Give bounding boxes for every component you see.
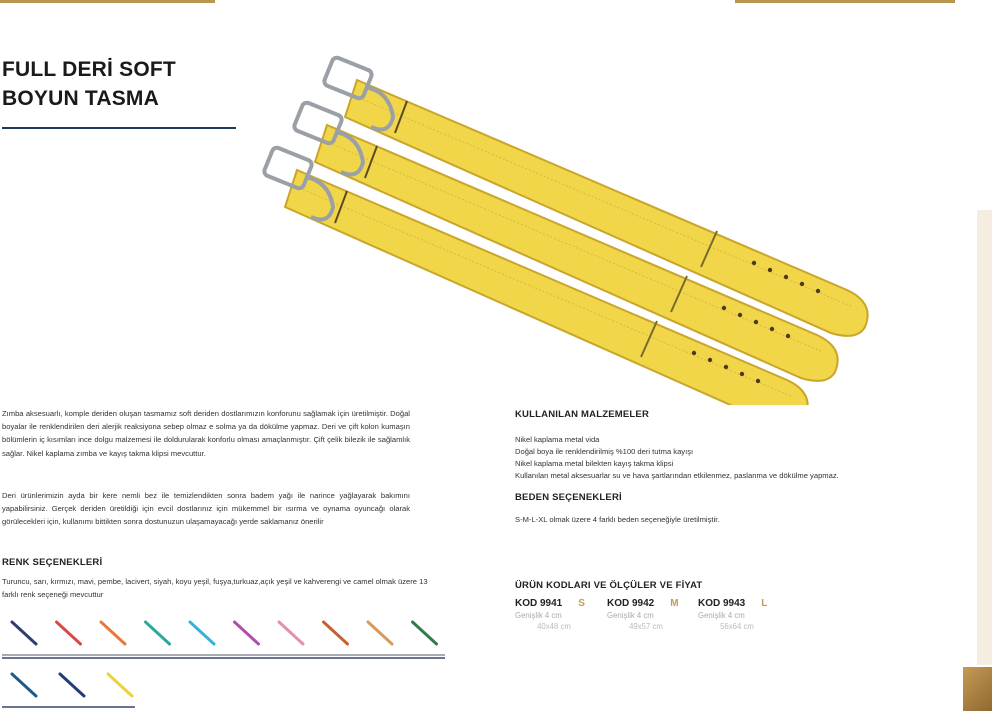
color-swatch bbox=[12, 622, 36, 644]
product-card-9943 bbox=[698, 598, 788, 631]
product-code: KOD 9941 bbox=[515, 598, 563, 609]
color-swatch bbox=[101, 622, 125, 644]
colors-heading: RENK SEÇENEKLERİ bbox=[2, 557, 103, 568]
corner-gold-block bbox=[963, 667, 992, 711]
description-paragraph-1: Zımba aksesuarlı, komple deriden oluşan tasmamız soft deriden dostlarımızın konforunu sağlamak için üretilmiştir. Doğal boyalar ile renklendirilen deri alerjik reaksiyona sebep olmaz e solma ya da dökülme yapmaz. Deri ve çift kolon kumaşın bölümlerin iç kısımları ince dolgu malzemesi ile doldurularak konforlu olması amaçlanmıştır. Çift çelik bilezik ile sağlamlık sağlar. Nikel kaplama zımba ve kayış takma klipsi mevcuttur. bbox=[2, 409, 410, 458]
product-code: KOD 9943 bbox=[698, 598, 746, 609]
materials-item: Doğal boya ile renklendirilmiş %100 deri tutma kayışı bbox=[515, 447, 694, 456]
color-swatch bbox=[368, 622, 392, 644]
product-width: Genişlik 4 cm bbox=[607, 611, 654, 620]
product-size: S bbox=[578, 598, 585, 609]
description-paragraph-2: Deri ürünlerimizin ayda bir kere nemli bez ile temizlendikten sonra badem yağı ile narince yağlayarak bakımını yapabilirsiniz. Gerçek deriden üretildiği için evcil dostlarınız için mükemmel bir ısırma ve oynama oyuncağı olarak görülecekleri için, kullanımı bittikten sonra dostunuzun ulaşamayacağı yerde saklamanız önerilir bbox=[2, 491, 410, 527]
product-width: Genişlik 4 cm bbox=[515, 611, 562, 620]
color-swatch bbox=[279, 622, 303, 644]
colors-description: Turuncu, sarı, kırmızı, mavi, pembe, lacivert, siyah, koyu yeşil, fuşya,turkuaz,açık yeşil ve kahverengi ve camel olmak üzere 13 farklı renk seçeneği mevcuttur bbox=[2, 577, 428, 599]
product-dimensions: 56x64 cm bbox=[720, 622, 754, 631]
products-heading: ÜRÜN KODLARI VE ÖLÇÜLER VE FİYAT bbox=[515, 580, 703, 591]
materials-item: Nikel kaplama metal vida bbox=[515, 435, 600, 444]
color-swatch bbox=[146, 622, 170, 644]
collars-illustration bbox=[257, 35, 969, 405]
side-accent-strip bbox=[977, 210, 992, 665]
color-swatch bbox=[324, 622, 348, 644]
color-swatch bbox=[60, 674, 84, 696]
color-swatch bbox=[190, 622, 214, 644]
product-card-9941 bbox=[515, 598, 605, 631]
materials-heading: KULLANILAN MALZEMELER bbox=[515, 409, 650, 420]
materials-list bbox=[515, 434, 839, 482]
materials-item: Nikel kaplama metal bilekten kayış takma klipsi bbox=[515, 459, 674, 468]
top-gold-rule-left bbox=[0, 0, 215, 3]
top-gold-rule-right bbox=[735, 0, 955, 3]
product-size: L bbox=[761, 598, 768, 609]
product-width: Genişlik 4 cm bbox=[698, 611, 745, 620]
page-title bbox=[2, 55, 176, 113]
product-photo bbox=[257, 35, 969, 405]
color-swatches bbox=[0, 612, 450, 711]
color-swatch bbox=[12, 674, 36, 696]
sizes-description: S-M-L-XL olmak üzere 4 farklı beden seçeneğiyle üretilmiştir. bbox=[515, 515, 720, 524]
product-dimensions: 49x57 cm bbox=[629, 622, 663, 631]
product-size: M bbox=[670, 598, 679, 609]
product-card-9942 bbox=[607, 598, 697, 631]
color-swatch bbox=[57, 622, 81, 644]
color-swatch bbox=[235, 622, 259, 644]
materials-item: Kullanılan metal aksesuarlar su ve hava şartlarından etkilenmez, paslanma ve dökülme yapmaz. bbox=[515, 471, 839, 480]
sizes-heading: BEDEN SEÇENEKLERİ bbox=[515, 492, 622, 503]
product-code: KOD 9942 bbox=[607, 598, 655, 609]
title-line-1: FULL DERİ SOFT bbox=[2, 58, 176, 81]
product-dimensions: 40x48 cm bbox=[537, 622, 571, 631]
color-swatch bbox=[413, 622, 437, 644]
title-divider bbox=[2, 127, 236, 129]
color-swatch bbox=[108, 674, 132, 696]
title-line-2: BOYUN TASMA bbox=[2, 87, 159, 110]
